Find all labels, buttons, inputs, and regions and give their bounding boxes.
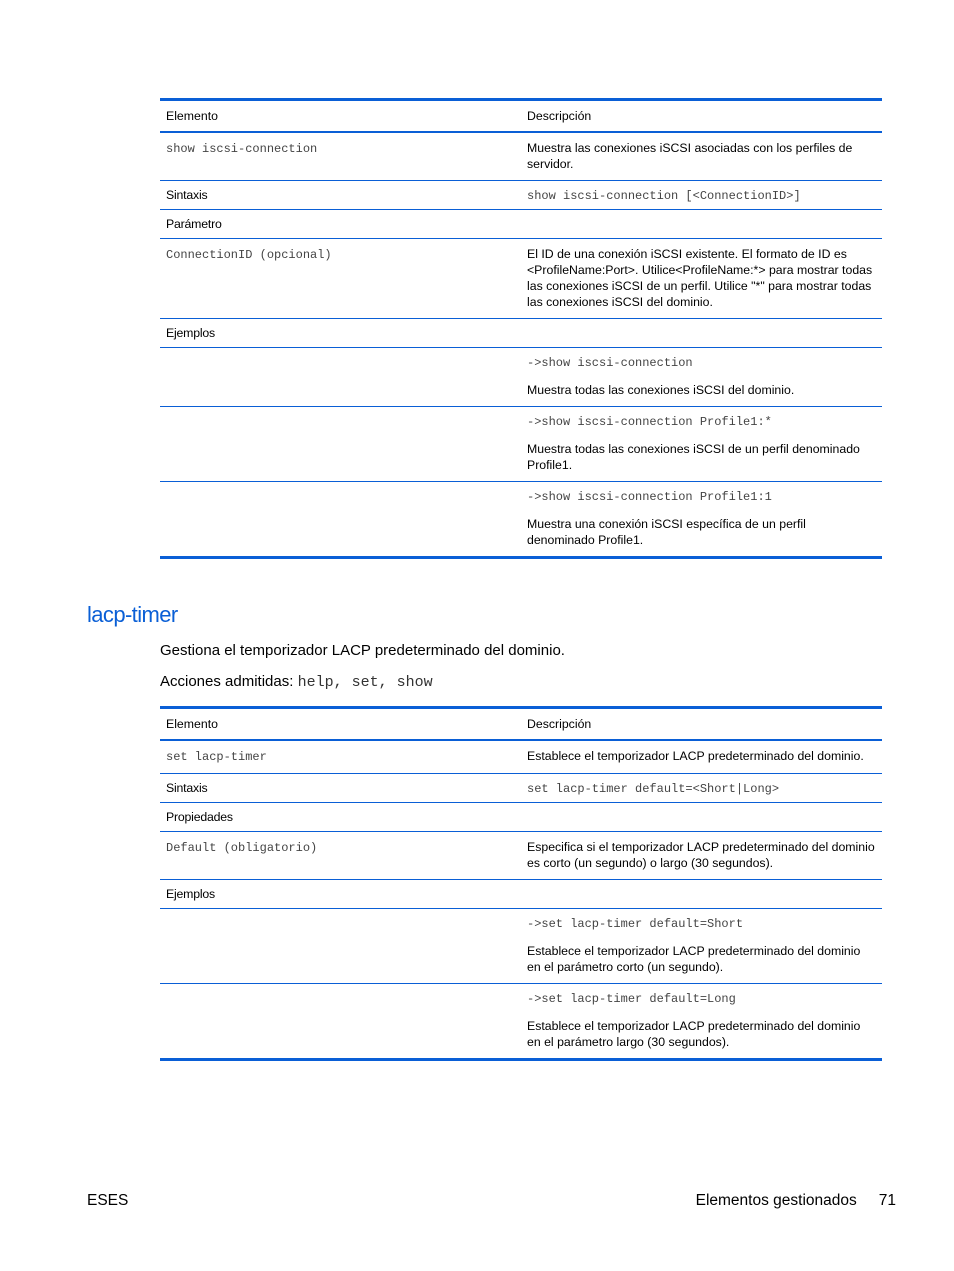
element-code: set lacp-timer: [166, 750, 267, 764]
example-text: Muestra todas las conexiones iSCSI de un perfil denominado Profile1.: [527, 442, 860, 472]
examples-label: Ejemplos: [160, 319, 521, 348]
supported-actions: [160, 673, 433, 691]
table-row: [160, 909, 882, 984]
example-cell: [521, 984, 882, 1060]
syntax-code: show iscsi-connection [<ConnectionID>]: [527, 188, 801, 203]
example-text: Muestra todas las conexiones iSCSI del dominio.: [527, 383, 795, 397]
parameter-code: ConnectionID (opcional): [166, 248, 332, 262]
syntax-label: Sintaxis: [160, 774, 521, 803]
actions-label: Acciones admitidas: [160, 673, 290, 690]
footer-section: Elementos gestionados: [695, 1192, 857, 1209]
footer-locale: ESES: [87, 1192, 129, 1209]
table-row: [160, 210, 882, 239]
table-header-row: [160, 100, 882, 133]
example-code: ->set lacp-timer default=Long: [527, 992, 736, 1006]
table-header-row: [160, 708, 882, 741]
section-intro: Gestiona el temporizador LACP predeterminado del dominio.: [160, 642, 565, 659]
example-text: Muestra una conexión iSCSI específica de un perfil denominado Profile1.: [527, 517, 806, 547]
syntax-label: Sintaxis: [160, 181, 521, 210]
table-row: [160, 740, 882, 774]
property-code: Default (obligatorio): [166, 841, 318, 855]
element-description: Establece el temporizador LACP predeterminado del dominio.: [527, 749, 864, 763]
property-description: Especifica si el temporizador LACP predeterminado del dominio es corto (un segundo) o largo (30 segundos).: [521, 832, 882, 880]
example-code: ->show iscsi-connection Profile1:*: [527, 415, 772, 429]
table-row: [160, 319, 882, 348]
table-row: [160, 407, 882, 482]
parameter-label: Parámetro: [160, 210, 521, 239]
example-text: Establece el temporizador LACP predeterminado del dominio en el parámetro largo (30 segundos).: [527, 1019, 861, 1049]
actions-separator: :: [289, 673, 298, 690]
examples-label: Ejemplos: [160, 880, 521, 909]
example-code: ->set lacp-timer default=Short: [527, 917, 744, 931]
table-row: [160, 832, 882, 880]
footer-page-info: [696, 1192, 896, 1210]
syntax-code: set lacp-timer default=<Short|Long>: [527, 781, 780, 796]
header-elemento: Elemento: [160, 708, 521, 741]
element-description: Muestra las conexiones iSCSI asociadas con los perfiles de servidor.: [527, 141, 853, 171]
header-descripcion: Descripción: [521, 708, 882, 741]
example-code: ->show iscsi-connection Profile1:1: [527, 490, 772, 504]
table-row: [160, 482, 882, 558]
element-code: show iscsi-connection: [166, 142, 318, 156]
example-cell: [521, 482, 882, 558]
table-row: [160, 774, 882, 803]
section-title: lacp-timer: [87, 602, 178, 627]
table-row: [160, 132, 882, 181]
properties-label: Propiedades: [160, 803, 521, 832]
parameter-description: El ID de una conexión iSCSI existente. El formato de ID es <ProfileName:Port>. Utilice<ProfileName:*> para mostrar todas las conexiones iSCSI de un perfil. Utilice "*" para mostrar todas las conexiones iSCSI del dominio.: [521, 239, 882, 319]
example-cell: [521, 909, 882, 984]
table-row: [160, 239, 882, 319]
lacp-timer-table: [160, 706, 882, 1061]
table-row: [160, 181, 882, 210]
iscsi-connection-table: [160, 98, 882, 559]
header-descripcion: Descripción: [521, 100, 882, 133]
table-row: [160, 803, 882, 832]
example-code: ->show iscsi-connection: [527, 356, 693, 370]
example-text: Establece el temporizador LACP predeterminado del dominio en el parámetro corto (un segundo).: [527, 944, 861, 974]
header-elemento: Elemento: [160, 100, 521, 133]
example-cell: [521, 407, 882, 482]
page-number: 71: [878, 1192, 896, 1209]
actions-values: help, set, show: [297, 674, 433, 691]
example-cell: [521, 348, 882, 407]
table-row: [160, 880, 882, 909]
table-row: [160, 984, 882, 1060]
table-row: [160, 348, 882, 407]
